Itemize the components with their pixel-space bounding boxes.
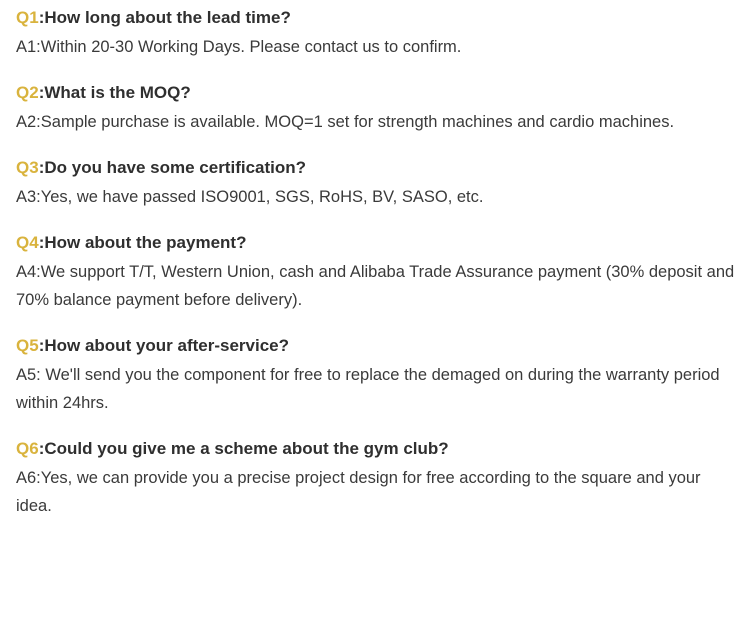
question-text: :What is the MOQ? [38, 83, 191, 102]
faq-answer: A5: We'll send you the component for free to replace the demaged on during the warranty period within 24hrs. [16, 366, 720, 412]
question-number: Q6 [16, 439, 39, 458]
question-number: Q3 [16, 158, 39, 177]
faq-question [16, 82, 736, 104]
faq-question [16, 157, 736, 179]
faq-answer: A1:Within 20-30 Working Days. Please contact us to confirm. [16, 38, 462, 56]
faq-item-5 [16, 335, 736, 417]
faq-item-6 [16, 438, 736, 520]
question-text: :How about your after-service? [38, 336, 290, 355]
faq-item-2 [16, 82, 736, 136]
question-number: Q5 [16, 336, 39, 355]
faq-item-1 [16, 7, 736, 61]
faq-answer: A6:Yes, we can provide you a precise project design for free according to the square and your idea. [16, 469, 701, 515]
question-number: Q2 [16, 83, 39, 102]
faq-question [16, 7, 736, 29]
faq-item-3 [16, 157, 736, 211]
faq-list [16, 7, 736, 541]
question-text: :Do you have some certification? [38, 158, 307, 177]
faq-answer: A2:Sample purchase is available. MOQ=1 set for strength machines and cardio machines. [16, 113, 675, 131]
faq-question [16, 335, 736, 357]
question-number: Q4 [16, 233, 39, 252]
question-text: :Could you give me a scheme about the gym club? [38, 439, 449, 458]
question-text: :How long about the lead time? [38, 8, 291, 27]
faq-answer: A4:We support T/T, Western Union, cash and Alibaba Trade Assurance payment (30% deposit and 70% balance payment before delivery). [16, 263, 735, 309]
faq-item-4 [16, 232, 736, 314]
faq-question [16, 232, 736, 254]
faq-answer: A3:Yes, we have passed ISO9001, SGS, RoHS, BV, SASO, etc. [16, 188, 484, 206]
question-text: :How about the payment? [38, 233, 247, 252]
faq-question [16, 438, 736, 460]
question-number: Q1 [16, 8, 39, 27]
